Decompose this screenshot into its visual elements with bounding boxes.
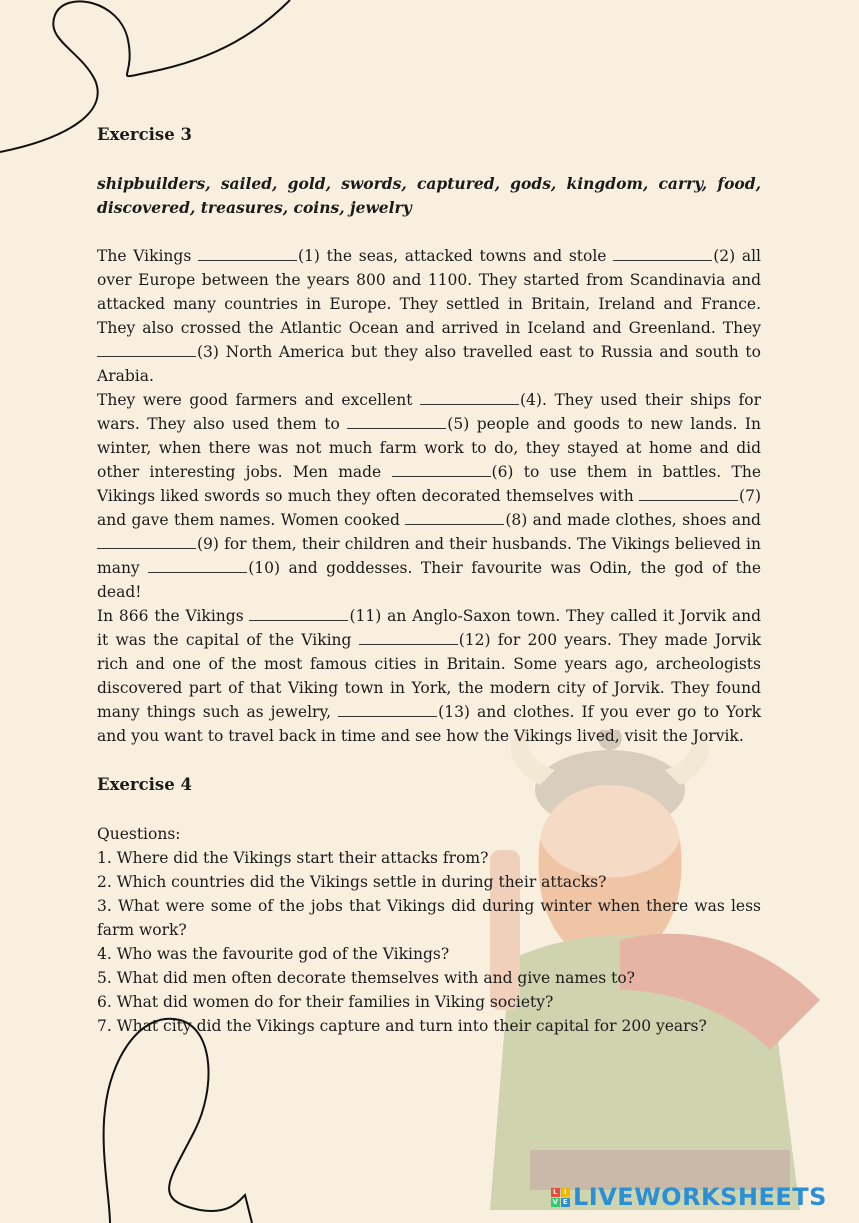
blank-10[interactable] [148,558,247,573]
paragraph-1 [97,244,761,388]
text-segment: (4). They used their ships for wars. They also used them to [97,391,761,433]
paragraph-3 [97,604,761,748]
text-segment: (3) North America but they also travelled east to Russia and south to Arabia. [97,343,761,385]
word-bank: shipbuilders, sailed, gold, swords, captured, gods, kingdom, carry, food, discovered, treasures, coins, jewelry [97,174,761,217]
text-segment: (2) all over Europe between the years 800 and 1100. They started from Scandinavia and attacked many countries in Europe. They settled in Britain, Ireland and France. They also crossed the Atlantic Ocean and arrived in Iceland and Greenland. They [97,247,762,337]
blank-6[interactable] [392,462,491,477]
blank-7[interactable] [639,486,738,501]
blank-5[interactable] [347,414,446,429]
text-segment: (1) the seas, attacked towns and stole [298,247,614,265]
text-segment: (7) and gave them names. Women cooked [97,487,761,529]
questions-intro: Questions: [97,825,181,843]
exercise-4-title: Exercise 4 [97,775,192,794]
text-segment: (13) and clothes. If you ever go to York and you want to travel back in time and see how the Vikings lived, visit the Jorvik. [97,703,761,745]
blank-2[interactable] [613,246,712,261]
text-segment: (6) to use them in battles. The Vikings liked swords so much they often decorated themselves with [97,463,761,505]
text-segment: The Vikings [97,247,198,265]
question-item: 7. What city did the Vikings capture and turn into their capital for 200 years? [97,1017,707,1035]
liveworksheets-logo[interactable] [551,1183,827,1211]
logo-grid-icon [551,1188,570,1207]
text-segment: (8) and made clothes, shoes and [505,511,761,529]
text-segment: (5) people and goods to new lands. In winter, when there was not much farm work to do, they stayed at home and did other interesting jobs. Men made [97,415,761,481]
text-segment: They were good farmers and excellent [97,391,420,409]
text-segment: (12) for 200 years. They made Jorvik rich and one of the most famous cities in Britain. Some years ago, archeologists discovered part of that Viking town in York, the modern city of Jorvik. They found many things such as jewelry, [97,631,762,721]
question-item: 1. Where did the Vikings start their attacks from? [97,849,489,867]
logo-cell: V [552,1197,559,1206]
text-segment: (10) and goddesses. Their favourite was Odin, the god of the dead! [97,559,762,601]
logo-cell: E [562,1197,569,1206]
text-segment: (11) an Anglo-Saxon town. They called it Jorvik and it was the capital of the Viking [97,607,762,649]
blank-8[interactable] [405,510,504,525]
question-item: 6. What did women do for their families in Viking society? [97,993,554,1011]
blank-11[interactable] [249,606,348,621]
exercise-3-title: Exercise 3 [97,125,192,144]
blank-13[interactable] [338,702,437,717]
blank-1[interactable] [198,246,297,261]
blank-3[interactable] [97,342,196,357]
questions-list [97,846,761,1038]
blank-12[interactable] [359,630,458,645]
logo-cell: I [561,1188,570,1197]
blank-4[interactable] [420,390,519,405]
question-item: 4. Who was the favourite god of the Vikings? [97,945,450,963]
paragraph-2 [97,388,761,604]
question-item: 3. What were some of the jobs that Vikings did during winter when there was less farm work? [97,897,761,939]
text-segment: (9) for them, their children and their husbands. The Vikings believed in many [97,535,761,577]
logo-cell: L [551,1188,560,1197]
text-segment: In 866 the Vikings [97,607,250,625]
question-item: 2. Which countries did the Vikings settle in during their attacks? [97,873,607,891]
logo-text: LIVEWORKSHEETS [573,1183,827,1211]
blank-9[interactable] [97,534,196,549]
question-item: 5. What did men often decorate themselves with and give names to? [97,969,635,987]
